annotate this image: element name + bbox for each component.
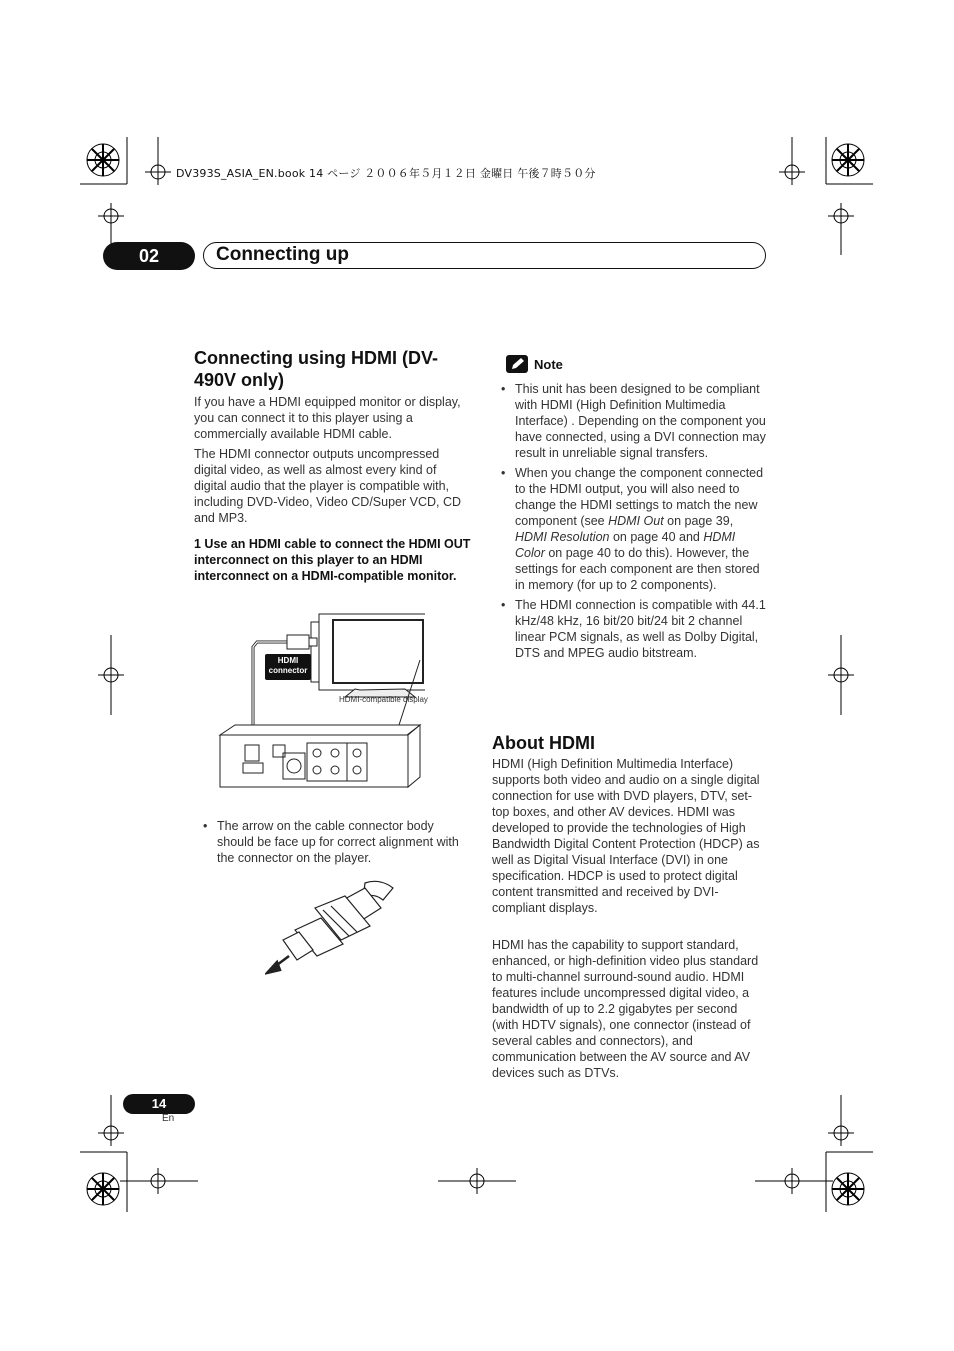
page-language: En: [162, 1113, 175, 1124]
note-bullet-list: [501, 381, 767, 665]
left-bullet-arrow: • The arrow on the cable connector body should be face up for correct alignment with the connector on the player.: [203, 818, 461, 866]
chapter-number: 02: [103, 242, 195, 270]
hdmi-connector-label-line2: connector: [268, 666, 308, 675]
note-label: Note: [534, 357, 563, 372]
hdmi-connector-label-line1: HDMI: [277, 656, 299, 665]
note-bullet-3: • The HDMI connection is compatible with 44.1 kHz/48 kHz, 16 bit/20 bit/24 bit 2 channel linear PCM signals, as well as Dolby Digital, DTS and MPEG audio bitstream.: [501, 597, 767, 661]
section-heading-hdmi: Connecting using HDMI (DV-490V only): [194, 348, 438, 390]
page-number: 14: [123, 1094, 195, 1114]
about-para-1: HDMI (High Definition Multimedia Interface) supports both video and audio on a single digital connection for use with DVD players, DTV, set-top boxes, and other AV devices. HDMI was developed to provide the technologies of High Bandwidth Digital Content Protection (HDCP) as well as Digital Visual Interface (DVI) in one specification. HDCP is used to protect digital content transmitted and received by DVI-compliant displays.: [492, 757, 760, 915]
chapter-title: Connecting up: [216, 244, 349, 265]
about-para-2: HDMI has the capability to support standard, enhanced, or high-definition video plus standard to multi-channel surround-sound audio. HDMI features include uncompressed digital video, a bandwidth of up to 2.2 gigabytes per second (with HDTV signals), one connector (instead of several cables and connectors), and communication between the AV source and AV devices such as DTVs.: [492, 938, 759, 1080]
section-heading-about: About HDMI: [492, 733, 595, 753]
note-icon: [506, 355, 528, 373]
step-1: 1 Use an HDMI cable to connect the HDMI OUT interconnect on this player to an HDMI interconnect on a HDMI-compatible monitor.: [194, 537, 471, 583]
hdmi-plug-illustration: [265, 878, 400, 976]
left-bullet-list: [203, 818, 461, 870]
left-para-1: If you have a HDMI equipped monitor or display, you can connect it to this player using a commercially available HDMI cable.: [194, 395, 461, 441]
note-bullet-2: • When you change the component connected to the HDMI output, you will also need to change the HDMI settings to match the new component (see HDMI Out on page 39, HDMI Resolution on page 40 and HDMI Color on page 40 to do this). However, the settings for each component are then stored in memory (for up to 2 components).: [501, 465, 767, 593]
note-bullet-1: • This unit has been designed to be compliant with HDMI (High Definition Multimedia Interface) . Depending on the component you have connected, using a DVI connection may result in unreliable signal transfers.: [501, 381, 767, 461]
left-para-2: The HDMI connector outputs uncompressed digital video, as well as almost every kind of digital audio that the player is compatible with, including DVD-Video, Video CD/Super VCD, CD and MP3.: [194, 447, 462, 525]
hdmi-connector-label: [265, 654, 311, 680]
display-caption: HDMI-compatible display: [339, 695, 428, 704]
file-header: DV393S_ASIA_EN.book 14 ページ ２００６年５月１２日 金曜日 午後７時５０分: [176, 167, 596, 180]
